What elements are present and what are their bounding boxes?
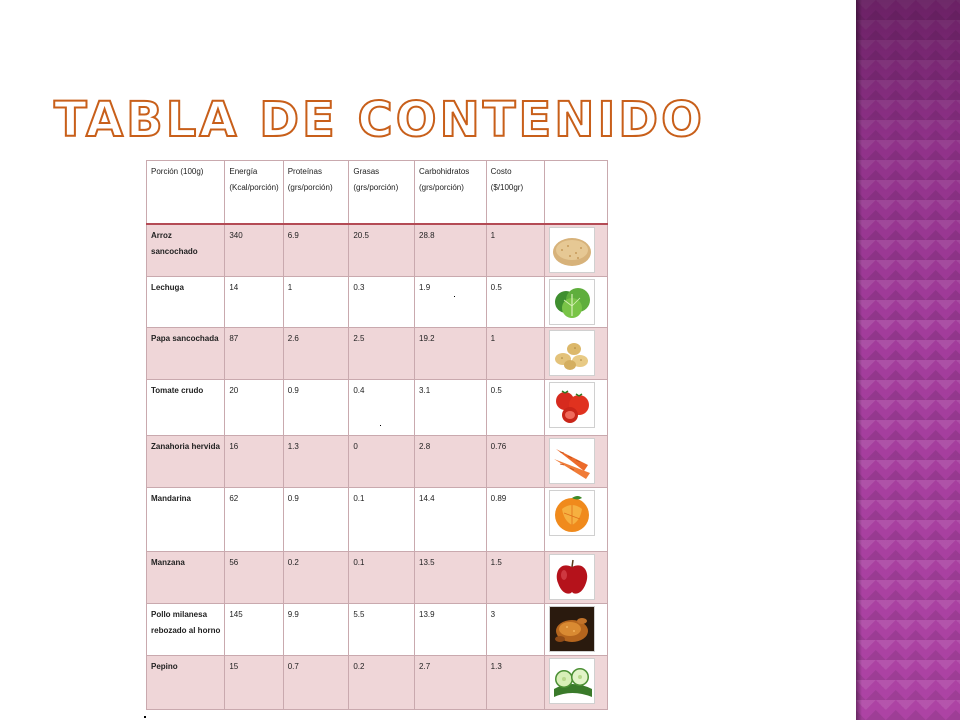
table-row xyxy=(147,487,608,551)
portion-cell: Pollo milanesa rebozado al horno xyxy=(147,603,225,655)
potato-icon xyxy=(549,330,595,376)
energy-cell: 14 xyxy=(225,276,283,327)
energy-cell: 15 xyxy=(225,655,283,709)
cost-cell: 1.3 xyxy=(486,655,545,709)
energy-cell: 20 xyxy=(225,379,283,435)
carbs-cell: 28.8 xyxy=(415,224,487,276)
protein-cell: 0.7 xyxy=(283,655,349,709)
cost-cell: 0.5 xyxy=(486,276,545,327)
header-energy: Energía (Kcal/porción) xyxy=(225,161,283,225)
table-row xyxy=(147,551,608,603)
energy-cell: 16 xyxy=(225,435,283,487)
protein-cell: 2.6 xyxy=(283,327,349,379)
tomato-icon xyxy=(549,382,595,428)
image-cell xyxy=(545,603,608,655)
energy-cell: 87 xyxy=(225,327,283,379)
fat-cell: 20.5 xyxy=(349,224,415,276)
table-header-row xyxy=(147,161,608,225)
decorative-side-panel xyxy=(856,0,960,720)
stray-dot xyxy=(454,296,455,297)
protein-cell: 1.3 xyxy=(283,435,349,487)
carbs-cell: 2.7 xyxy=(415,655,487,709)
table-body xyxy=(147,224,608,709)
protein-cell: 9.9 xyxy=(283,603,349,655)
table-row xyxy=(147,276,608,327)
mandarin-icon xyxy=(549,490,595,536)
rice-icon xyxy=(549,227,595,273)
fat-cell: 0.3 xyxy=(349,276,415,327)
header-fat: Grasas (grs/porción) xyxy=(349,161,415,225)
table-row xyxy=(147,435,608,487)
lettuce-icon xyxy=(549,279,595,325)
energy-cell: 340 xyxy=(225,224,283,276)
header-portion: Porción (100g) xyxy=(147,161,225,225)
table-row xyxy=(147,603,608,655)
image-cell xyxy=(545,327,608,379)
protein-cell: 6.9 xyxy=(283,224,349,276)
header-image xyxy=(545,161,608,225)
header-protein: Proteínas (grs/porción) xyxy=(283,161,349,225)
image-cell xyxy=(545,379,608,435)
carbs-cell: 14.4 xyxy=(415,487,487,551)
carrot-icon xyxy=(549,438,595,484)
carbs-cell: 19.2 xyxy=(415,327,487,379)
carbs-cell: 13.9 xyxy=(415,603,487,655)
image-cell xyxy=(545,435,608,487)
roast-chicken-icon xyxy=(549,606,595,652)
energy-cell: 56 xyxy=(225,551,283,603)
portion-cell: Papa sancochada xyxy=(147,327,225,379)
nutrition-table-container xyxy=(146,160,608,710)
portion-cell: Tomate crudo xyxy=(147,379,225,435)
cost-cell: 0.89 xyxy=(486,487,545,551)
fat-cell: 0 xyxy=(349,435,415,487)
header-cost: Costo ($/100gr) xyxy=(486,161,545,225)
energy-cell: 145 xyxy=(225,603,283,655)
image-cell xyxy=(545,487,608,551)
portion-cell: Zanahoria hervida xyxy=(147,435,225,487)
carbs-cell: 3.1 xyxy=(415,379,487,435)
table-row xyxy=(147,224,608,276)
apple-icon xyxy=(549,554,595,600)
slide-title: TABLA DE CONTENIDO xyxy=(54,92,705,148)
table-row xyxy=(147,327,608,379)
fat-cell: 0.4 xyxy=(349,379,415,435)
protein-cell: 0.9 xyxy=(283,379,349,435)
stray-dot xyxy=(144,716,146,718)
portion-cell: Arroz sancochado xyxy=(147,224,225,276)
nutrition-table xyxy=(146,160,608,710)
cost-cell: 1 xyxy=(486,224,545,276)
cost-cell: 3 xyxy=(486,603,545,655)
protein-cell: 0.9 xyxy=(283,487,349,551)
fat-cell: 0.1 xyxy=(349,487,415,551)
cost-cell: 1 xyxy=(486,327,545,379)
image-cell xyxy=(545,655,608,709)
carbs-cell: 1.9 xyxy=(415,276,487,327)
portion-cell: Manzana xyxy=(147,551,225,603)
protein-cell: 0.2 xyxy=(283,551,349,603)
carbs-cell: 13.5 xyxy=(415,551,487,603)
cucumber-icon xyxy=(549,658,595,704)
cost-cell: 0.76 xyxy=(486,435,545,487)
fat-cell: 2.5 xyxy=(349,327,415,379)
cost-cell: 0.5 xyxy=(486,379,545,435)
fat-cell: 0.2 xyxy=(349,655,415,709)
cost-cell: 1.5 xyxy=(486,551,545,603)
portion-cell: Mandarina xyxy=(147,487,225,551)
fat-cell: 0.1 xyxy=(349,551,415,603)
portion-cell: Lechuga xyxy=(147,276,225,327)
image-cell xyxy=(545,224,608,276)
header-carbs: Carbohidratos (grs/porción) xyxy=(415,161,487,225)
image-cell xyxy=(545,551,608,603)
fat-cell: 5.5 xyxy=(349,603,415,655)
protein-cell: 1 xyxy=(283,276,349,327)
carbs-cell: 2.8 xyxy=(415,435,487,487)
table-row xyxy=(147,379,608,435)
stray-dot xyxy=(380,425,381,426)
energy-cell: 62 xyxy=(225,487,283,551)
image-cell xyxy=(545,276,608,327)
table-row xyxy=(147,655,608,709)
portion-cell: Pepino xyxy=(147,655,225,709)
